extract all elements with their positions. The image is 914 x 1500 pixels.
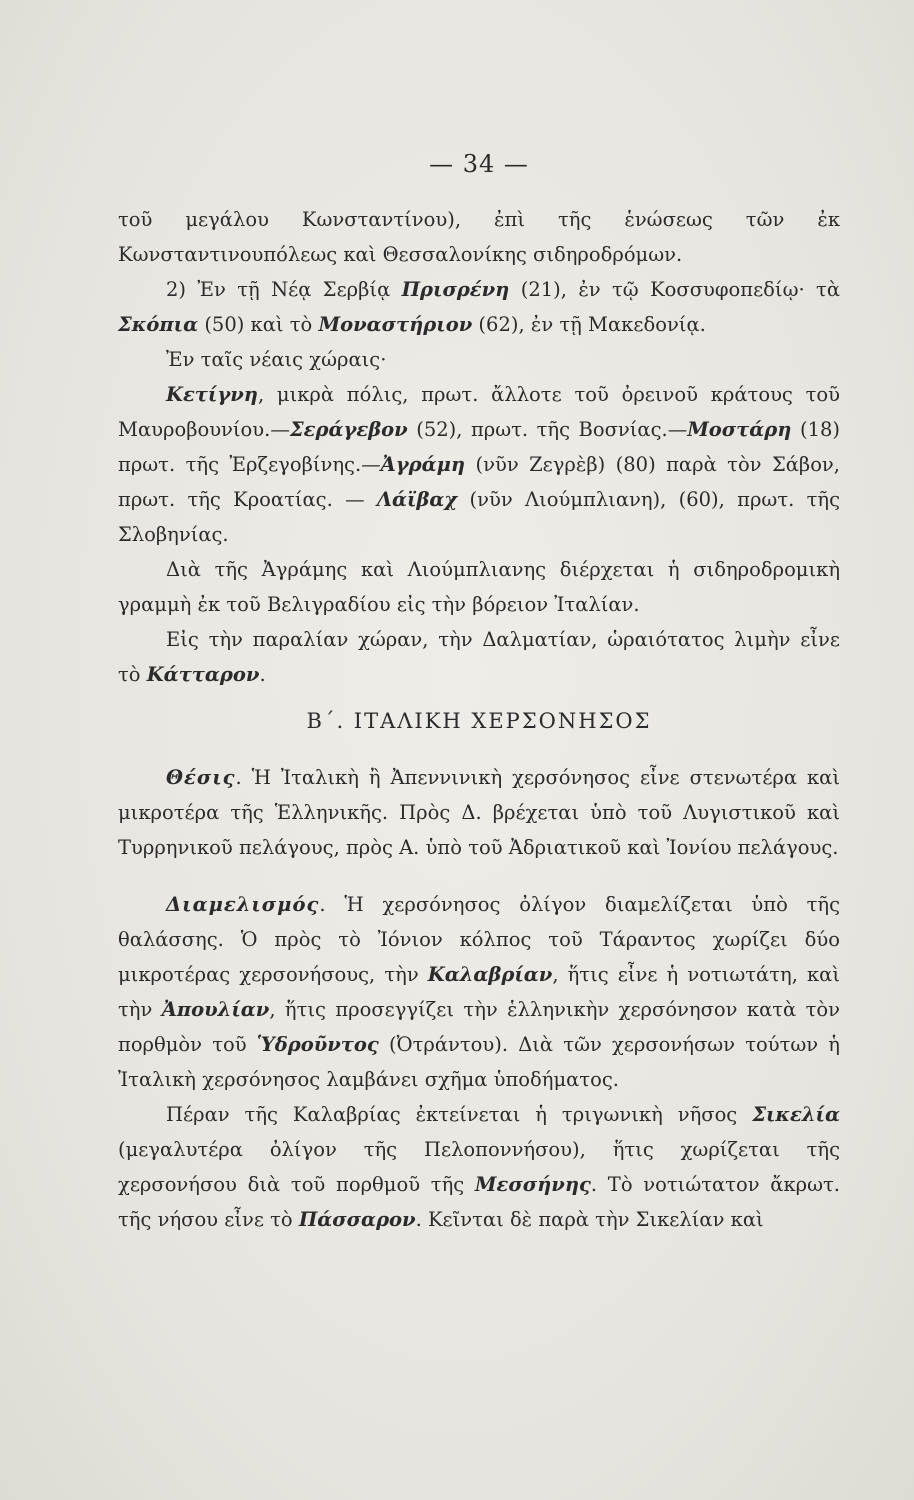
page-number: — 34 —	[429, 150, 529, 178]
subheading: Διαμελισμός	[166, 893, 320, 916]
spacer	[118, 865, 840, 887]
text-run: . Κεῖνται δὲ παρὰ τὴν Σικελίαν καὶ	[415, 1208, 764, 1231]
place-name: Σικελία	[752, 1103, 840, 1126]
text-run: , μικρὰ πόλις, πρωτ. ἄλλοτε τοῦ ὀρεινοῦ κράτους τοῦ Μαυροβουνίου.—	[118, 383, 840, 441]
paragraph	[118, 622, 840, 692]
text-run: .	[259, 663, 266, 686]
text-run: . Ἡ χερσόνησος ὀλίγον διαμελίζεται ὑπὸ τῆς θαλάσσης. Ὁ πρὸς τὸ Ἰόνιον κόλπος τοῦ Τάραντος χωρίζει δύο μικροτέρας χερσονήσους, τὴν	[118, 893, 840, 986]
place-name: Ἀπουλίαν	[161, 998, 270, 1021]
text-run: . Ἡ Ἰταλικὴ ἢ Ἀπεννινικὴ χερσόνησος εἶνε στενωτέρα καὶ μικροτέρα τῆς Ἑλληνικῆς. Πρὸς Δ. βρέχεται ὑπὸ τοῦ Λυγιστικοῦ καὶ Τυρρηνικοῦ πελάγους, πρὸς Α. ὑπὸ τοῦ Ἀδριατικοῦ καὶ Ἰονίου πελάγους.	[118, 766, 840, 859]
text-run: (18) πρωτ. τῆς Ἐρζεγοβίνης.—	[118, 418, 840, 476]
text-run: (62), ἐν τῇ Μακεδονίᾳ.	[472, 313, 706, 336]
text-run: Πέραν τῆς Καλαβρίας ἐκτείνεται ἡ τριγωνικὴ νῆσος	[166, 1103, 753, 1126]
place-name: Λάϊβαχ	[376, 488, 458, 511]
text-run: , ἥτις εἶνε ἡ νοτιωτάτη, καὶ τὴν	[118, 963, 840, 1021]
paragraph	[118, 1097, 840, 1237]
text-run: . Τὸ νοτιώτατον ἄκρωτ. τῆς νήσου εἶνε τὸ	[118, 1173, 841, 1231]
subheading: Θέσις	[166, 766, 236, 789]
place-name: Πάσσαρον	[298, 1208, 416, 1231]
text-run: Ἐν ταῖς νέαις χώραις·	[166, 348, 387, 371]
text-run: Διὰ τῆς Ἀγράμης καὶ Λιούμπλιανης διέρχεται ἡ σιδηροδρομικὴ γραμμὴ ἐκ τοῦ Βελιγραδίου εἰς τὴν βόρειον Ἰταλίαν.	[118, 558, 840, 616]
text-run: (νῦν Λιούμπλιανη), (60), πρωτ. τῆς Σλοβηνίας.	[118, 488, 840, 546]
place-name: Κάτταρον	[146, 663, 260, 686]
text-run: (52), πρωτ. τῆς Βοσνίας.—	[407, 418, 688, 441]
text-run: , ἥτις προσεγγίζει τὴν ἑλληνικὴν χερσόνησον κατὰ τὸν πορθμὸν τοῦ	[118, 998, 840, 1056]
place-name: Ὑδροῦντος	[256, 1033, 379, 1056]
place-name: Πρισρένη	[401, 278, 510, 301]
paragraph	[118, 202, 840, 272]
place-name: Κετίγνη	[166, 383, 258, 406]
place-name: Καλαβρίαν	[427, 963, 553, 986]
place-name: Μοναστήριον	[318, 313, 473, 336]
paragraph	[118, 377, 840, 552]
paragraph	[118, 272, 840, 342]
place-name: Σκόπια	[118, 313, 199, 336]
paragraph	[118, 552, 840, 622]
text-run: Εἰς τὴν παραλίαν χώραν, τὴν Δαλματίαν, ὡραιότατος λιμὴν εἶνε τὸ	[118, 628, 840, 686]
text-run: (50) καὶ τὸ	[198, 313, 319, 336]
place-name: Ἀγράμη	[380, 453, 466, 476]
text-run: (21), ἐν τῷ Κοσσυφοπεδίῳ· τὰ	[509, 278, 840, 301]
paragraph	[118, 760, 840, 865]
section-heading: Β΄. ΙΤΑΛΙΚΗ ΧΕΡΣΟΝΗΣΟΣ	[306, 709, 652, 733]
text-run: 2) Ἐν τῇ Νέᾳ Σερβίᾳ	[166, 278, 402, 301]
paragraph	[118, 887, 840, 1097]
text-run: (νῦν Ζεγρὲβ) (80) παρὰ τὸν Σάβον, πρωτ. τῆς Κροατίας. —	[118, 453, 840, 511]
paragraph	[118, 342, 840, 377]
paragraph-text: τοῦ μεγάλου Κωνσταντίνου), ἐπὶ τῆς ἑνώσεως τῶν ἐκ Κωνσταντινουπόλεως καὶ Θεσσαλονίκης σιδηροδρόμων.	[118, 208, 840, 266]
place-name: Μοστάρη	[687, 418, 792, 441]
text-run: (μεγαλυτέρα ὀλίγον τῆς Πελοποννήσου), ἥτις χωρίζεται τῆς χερσονήσου διὰ τοῦ πορθμοῦ τῆς	[118, 1138, 840, 1196]
text-column	[118, 150, 840, 1237]
place-name: Σεράγεβον	[289, 418, 408, 441]
place-name: Μεσσήνης	[474, 1173, 591, 1196]
text-run: (Ὀτράντου). Διὰ τῶν χερσονήσων τούτων ἡ Ἰταλικὴ χερσόνησος λαμβάνει σχῆμα ὑποδήματος.	[118, 1033, 840, 1091]
